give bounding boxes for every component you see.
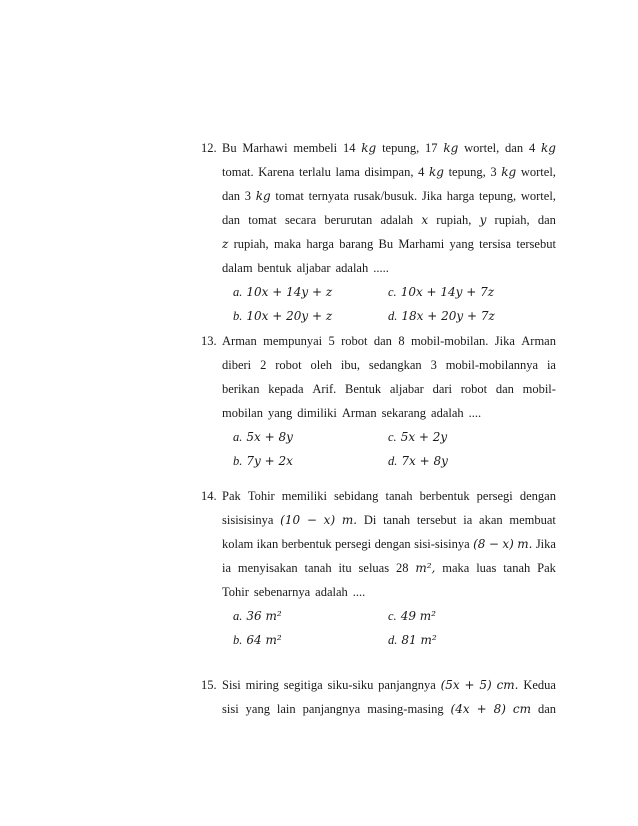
text-line: kolam ikan berbentuk persegi dengan sisi-sisinya (8 − x) m. Jika xyxy=(222,537,556,551)
option-a: a. 36 m² xyxy=(233,609,282,623)
question-number: 12. xyxy=(201,141,217,155)
option-c: c. 49 m² xyxy=(388,609,436,623)
option-b: b. 7y + 2x xyxy=(233,454,293,468)
text-line: ia menyisakan tanah itu seluas 28 m², maka luas tanah Pak xyxy=(222,561,556,575)
question-number: 15. xyxy=(201,678,217,692)
question-14 xyxy=(201,484,556,652)
text-line: sisisisinya (10 − x) m. Di tanah tersebut ia akan membuat xyxy=(222,513,556,527)
option-c: c. 10x + 14y + 7z xyxy=(388,285,495,299)
option-b: b. 10x + 20y + z xyxy=(233,309,333,323)
answer-options xyxy=(222,425,556,473)
option-d: d. 81 m² xyxy=(388,633,437,647)
text-line: dan 3 kg tomat ternyata rusak/busuk. Jika harga tepung, wortel, xyxy=(222,189,556,203)
option-a: a. 10x + 14y + z xyxy=(233,285,333,299)
text-line: dan tomat secara berurutan adalah x rupiah, y rupiah, dan xyxy=(222,213,556,227)
text-line: Bu Marhawi membeli 14 kg tepung, 17 kg wortel, dan 4 kg xyxy=(222,141,556,155)
answer-options xyxy=(222,280,556,328)
question-text xyxy=(222,484,556,652)
text-line: Arman mempunyai 5 robot dan 8 mobil-mobilan. Jika Arman xyxy=(222,334,556,348)
text-line: berikan kepada Arif. Bentuk aljabar dari robot dan mobil- xyxy=(222,382,556,396)
option-a: a. 5x + 8y xyxy=(233,430,293,444)
option-d: d. 18x + 20y + 7z xyxy=(388,309,495,323)
question-12 xyxy=(201,136,556,328)
text-line: tomat. Karena terlalu lama disimpan, 4 kg tepung, 3 kg wortel, xyxy=(222,165,556,179)
question-number: 14. xyxy=(201,489,217,503)
text-line: diberi 2 robot oleh ibu, sedangkan 3 mobil-mobilannya ia xyxy=(222,358,556,372)
option-c: c. 5x + 2y xyxy=(388,430,448,444)
text-line: sisi yang lain panjangnya masing-masing (4x + 8) cm dan xyxy=(222,702,556,716)
question-text xyxy=(222,673,556,721)
option-b: b. 64 m² xyxy=(233,633,282,647)
text-line: dalam bentuk aljabar adalah ..... xyxy=(222,261,389,275)
text-line: mobilan yang dimiliki Arman sekarang adalah .... xyxy=(222,406,482,420)
option-d: d. 7x + 8y xyxy=(388,454,448,468)
question-15 xyxy=(201,673,556,721)
question-number: 13. xyxy=(201,334,217,348)
answer-options xyxy=(222,604,556,652)
text-line: z rupiah, maka harga barang Bu Marhami yang tersisa tersebut xyxy=(222,237,556,251)
question-text xyxy=(222,329,556,473)
text-line: Pak Tohir memiliki sebidang tanah berbentuk persegi dengan xyxy=(222,489,556,503)
question-13 xyxy=(201,329,556,473)
question-text xyxy=(222,136,556,328)
text-line: Tohir sebenarnya adalah .... xyxy=(222,585,366,599)
text-line: Sisi miring segitiga siku-siku panjangnya (5x + 5) cm. Kedua xyxy=(222,678,556,692)
